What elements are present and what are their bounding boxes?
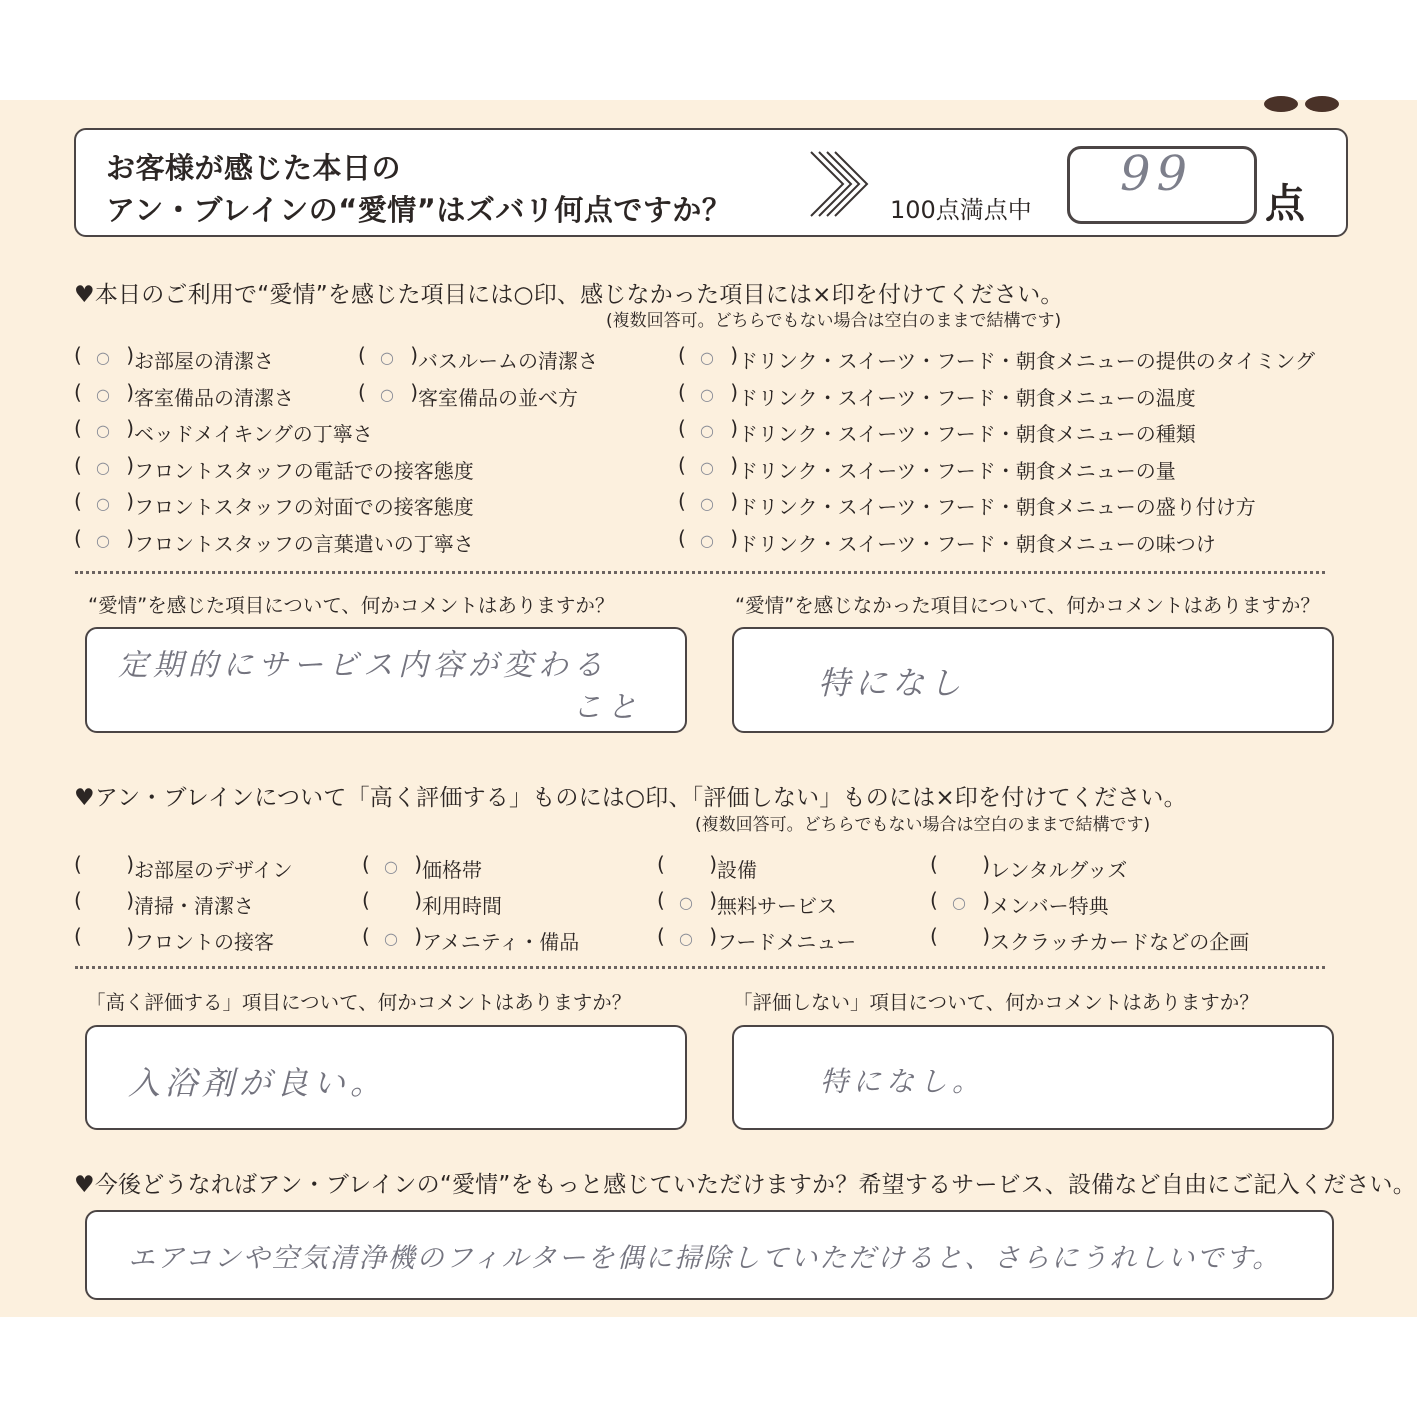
check-parentheses[interactable]: ( ) xyxy=(74,852,134,876)
checklist-item[interactable] xyxy=(362,887,502,918)
checklist-item[interactable] xyxy=(678,379,1196,410)
check-parentheses[interactable]: ( ) xyxy=(657,852,717,876)
check-parentheses[interactable]: ( ) ○ xyxy=(678,452,738,478)
section2-note: (複数回答可。どちらでもない場合は空白のままで結構です) xyxy=(695,815,1151,835)
checklist-item[interactable] xyxy=(930,887,1109,918)
checklist-item-label: バスルームの清潔さ xyxy=(418,349,598,373)
check-parentheses[interactable]: ( ) ○ xyxy=(74,379,134,405)
checklist-item-label: フロントスタッフの電話での接客態度 xyxy=(134,458,474,483)
check-parentheses[interactable]: ( ) ○ xyxy=(74,452,134,478)
handwritten-mark: ○ xyxy=(96,530,110,550)
rating-positive-question: 「高く評価する」項目について、何かコメントはありますか？ xyxy=(86,991,632,1014)
handwritten-mark: ○ xyxy=(700,384,714,404)
checklist-item[interactable] xyxy=(362,851,482,882)
checklist-item[interactable] xyxy=(358,379,578,410)
checklist-item[interactable] xyxy=(930,851,1128,882)
checklist-item[interactable] xyxy=(657,923,857,954)
check-parentheses[interactable]: ( ) ○ xyxy=(930,887,990,913)
checklist-item-label: スクラッチカードなどの企画 xyxy=(990,930,1250,954)
handwritten-mark: ○ xyxy=(700,348,714,367)
divider xyxy=(75,571,1325,574)
check-parentheses[interactable]: ( ) ○ xyxy=(358,379,418,405)
checklist-item[interactable] xyxy=(74,379,294,410)
checklist-item[interactable] xyxy=(657,851,757,882)
free-comment: エアコンや空気清浄機のフィルターを偶に掃除していただけると、さらにうれしいです。 xyxy=(128,1243,1282,1274)
checklist-item-label: 利用時間 xyxy=(422,894,502,918)
score-question-line1: お客様が感じた本日の xyxy=(106,151,402,185)
checklist-item-label: お部屋のデザイン xyxy=(134,858,293,882)
rating-negative-comment: 特になし。 xyxy=(820,1065,986,1098)
checklist-item[interactable] xyxy=(74,415,373,446)
love-negative-comment: 特になし xyxy=(818,664,967,702)
checklist-item[interactable] xyxy=(358,342,598,373)
check-parentheses[interactable]: ( ) ○ xyxy=(74,415,134,441)
section2-heading: ♥アン・ブレインについて「高く評価する」ものには○印、「評価しない」ものには×印を付けてください。 xyxy=(74,785,1187,811)
checklist-item-label: ドリンク・スイーツ・フード・朝食メニューの提供のタイミング xyxy=(738,349,1315,373)
handwritten-mark: ○ xyxy=(679,929,693,948)
handwritten-mark: ○ xyxy=(700,494,714,513)
check-parentheses[interactable]: ( ) ○ xyxy=(678,342,738,368)
love-negative-question: “愛情”を感じなかった項目について、何かコメントはありますか？ xyxy=(735,594,1320,617)
checklist-item-label: 設備 xyxy=(717,858,757,882)
check-parentheses[interactable]: ( ) xyxy=(74,924,134,948)
chevrons-right-icon xyxy=(803,148,873,220)
section3-heading: ♥今後どうなればアン・ブレインの“愛情”をもっと感じていただけますか？希望するサービス、設備など自由にご記入ください。 xyxy=(74,1172,1416,1198)
check-parentheses[interactable]: ( ) ○ xyxy=(362,851,422,877)
handwritten-mark: ○ xyxy=(96,384,110,404)
checklist-item-label: ドリンク・スイーツ・フード・朝食メニューの温度 xyxy=(738,385,1196,410)
love-positive-comment-line1: 定期的にサービス内容が変わる xyxy=(118,648,608,683)
love-positive-comment-line2: こと xyxy=(572,690,642,725)
checklist-item[interactable] xyxy=(362,923,580,954)
checklist-item-label: 客室備品の清潔さ xyxy=(134,385,294,410)
score-value: 99 xyxy=(1120,146,1194,202)
check-parentheses[interactable]: ( ) ○ xyxy=(657,887,717,913)
checklist-item-label: お部屋の清潔さ xyxy=(134,349,274,373)
checklist-item[interactable] xyxy=(657,887,837,918)
checklist-item-label: レンタルグッズ xyxy=(990,858,1128,882)
check-parentheses[interactable]: ( ) ○ xyxy=(678,525,738,551)
handwritten-mark: ○ xyxy=(952,893,966,912)
section1-heading: ♥本日のご利用で“愛情”を感じた項目には○印、感じなかった項目には×印を付けてください。 xyxy=(74,282,1064,308)
handwritten-mark: ○ xyxy=(96,494,110,513)
rating-negative-question: 「評価しない」項目について、何かコメントはありますか？ xyxy=(733,991,1259,1014)
check-parentheses[interactable]: ( ) ○ xyxy=(74,342,134,368)
handwritten-mark: ○ xyxy=(96,348,110,367)
handwritten-mark: ○ xyxy=(679,893,693,912)
checklist-item[interactable] xyxy=(74,525,474,556)
checklist-item[interactable] xyxy=(678,415,1196,446)
handwritten-mark: ○ xyxy=(380,384,394,404)
handwritten-mark: ○ xyxy=(384,929,398,948)
handwritten-mark: ○ xyxy=(700,421,714,440)
check-parentheses[interactable]: ( ) xyxy=(930,852,990,876)
decorative-bean xyxy=(1264,96,1298,112)
check-parentheses[interactable]: ( ) xyxy=(362,888,422,912)
divider xyxy=(75,966,1325,969)
checklist-item-label: フードメニュー xyxy=(717,930,857,954)
checklist-item-label: 無料サービス xyxy=(717,894,837,918)
checklist-item[interactable] xyxy=(74,923,274,954)
check-parentheses[interactable]: ( ) ○ xyxy=(358,342,418,368)
decorative-bean xyxy=(1305,96,1339,112)
score-question-line2: アン・ブレインの“愛情”はズバリ何点ですか？ xyxy=(106,193,732,227)
checklist-item[interactable] xyxy=(74,452,474,483)
check-parentheses[interactable]: ( ) xyxy=(930,924,990,948)
check-parentheses[interactable]: ( ) ○ xyxy=(74,525,134,551)
checklist-item-label: ドリンク・スイーツ・フード・朝食メニューの量 xyxy=(738,458,1176,483)
check-parentheses[interactable]: ( ) ○ xyxy=(678,488,738,514)
check-parentheses[interactable]: ( ) ○ xyxy=(74,488,134,514)
checklist-item-label: フロントスタッフの言葉遣いの丁寧さ xyxy=(134,531,474,556)
love-positive-question: “愛情”を感じた項目について、何かコメントはありますか？ xyxy=(88,594,615,617)
handwritten-mark: ○ xyxy=(96,457,110,477)
checklist-item-label: ベッドメイキングの丁寧さ xyxy=(134,422,373,446)
check-parentheses[interactable]: ( ) ○ xyxy=(678,379,738,405)
rating-positive-comment: 入浴剤が良い。 xyxy=(128,1064,388,1102)
checklist-item-label: 価格帯 xyxy=(422,858,482,882)
checklist-item[interactable] xyxy=(678,488,1256,519)
checklist-item-label: ドリンク・スイーツ・フード・朝食メニューの盛り付け方 xyxy=(738,495,1256,519)
score-unit: 点 xyxy=(1265,181,1305,227)
checklist-item-label: 客室備品の並べ方 xyxy=(418,385,578,410)
handwritten-mark: ○ xyxy=(380,348,394,367)
checklist-item[interactable] xyxy=(74,887,254,918)
section1-note: (複数回答可。どちらでもない場合は空白のままで結構です) xyxy=(606,311,1062,331)
handwritten-mark: ○ xyxy=(96,421,110,440)
checklist-item[interactable] xyxy=(74,342,274,373)
checklist-item-label: ドリンク・スイーツ・フード・朝食メニューの味つけ xyxy=(738,531,1216,556)
checklist-item-label: フロントスタッフの対面での接客態度 xyxy=(134,495,474,519)
handwritten-mark: ○ xyxy=(700,530,714,550)
check-parentheses[interactable]: ( ) ○ xyxy=(678,415,738,441)
max-score-label: 100点満点中 xyxy=(890,196,1032,224)
handwritten-mark: ○ xyxy=(384,857,398,876)
check-parentheses[interactable]: ( ) xyxy=(74,888,134,912)
checklist-item[interactable] xyxy=(74,851,293,882)
handwritten-mark: ○ xyxy=(700,457,714,477)
checklist-item-label: ドリンク・スイーツ・フード・朝食メニューの種類 xyxy=(738,422,1196,446)
checklist-item[interactable] xyxy=(678,452,1176,483)
checklist-item[interactable] xyxy=(74,488,474,519)
checklist-item[interactable] xyxy=(678,525,1216,556)
checklist-item[interactable] xyxy=(678,342,1315,373)
check-parentheses[interactable]: ( ) ○ xyxy=(657,923,717,949)
checklist-item-label: フロントの接客 xyxy=(134,930,274,954)
checklist-item-label: 清掃・清潔さ xyxy=(134,894,254,918)
checklist-item-label: アメニティ・備品 xyxy=(422,930,580,954)
check-parentheses[interactable]: ( ) ○ xyxy=(362,923,422,949)
checklist-item-label: メンバー特典 xyxy=(990,894,1109,918)
checklist-item[interactable] xyxy=(930,923,1250,954)
